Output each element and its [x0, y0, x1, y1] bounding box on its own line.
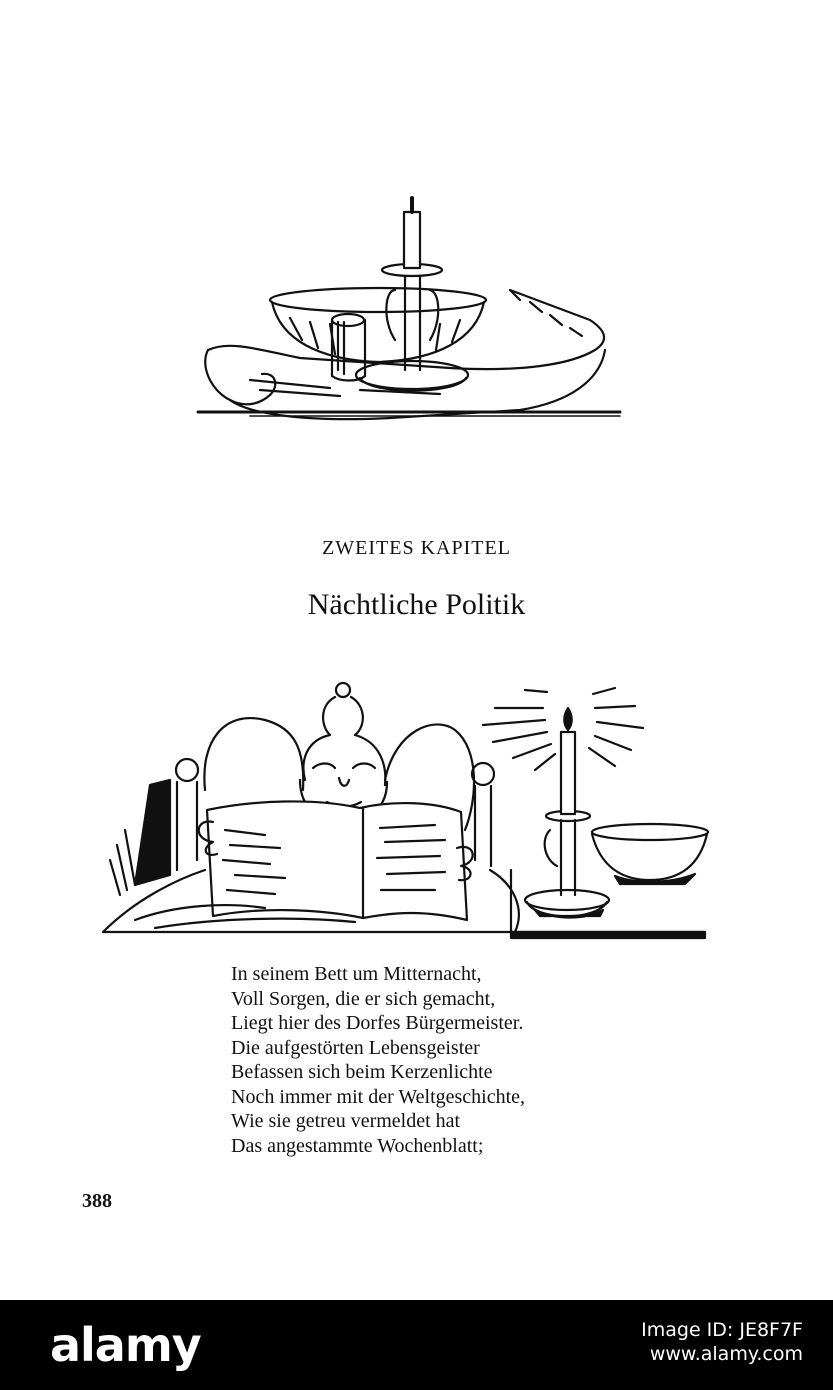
poem-stanza	[231, 962, 651, 1158]
page-number: 388	[82, 1190, 112, 1212]
watermark-logo: alamy	[50, 1318, 201, 1372]
chapter-title: Nächtliche Politik	[307, 588, 526, 621]
candle-basin-newspaper-illustration	[190, 190, 630, 430]
watermark-site: www.alamy.com	[649, 1343, 803, 1365]
poem-line: Die aufgestörten Lebensgeister	[231, 1036, 480, 1059]
poem-line: Noch immer mit der Weltgeschichte,	[231, 1085, 526, 1108]
poem-line: Liegt hier des Dorfes Bürgermeister.	[231, 1012, 524, 1034]
mayor-reading-in-bed-illustration	[95, 670, 715, 950]
poem-line: In seinem Bett um Mitternacht,	[231, 963, 482, 985]
watermark-info	[641, 1318, 803, 1366]
poem-line: Befassen sich beim Kerzenlichte	[231, 1061, 493, 1083]
poem-line: Das angestammte Wochenblatt;	[231, 1134, 484, 1157]
poem-line: Wie sie getreu vermeldet hat	[231, 1110, 461, 1132]
poem-line: Voll Sorgen, die er sich gemacht,	[231, 987, 496, 1010]
watermark-image-id: Image ID: JE8F7F	[641, 1319, 803, 1341]
watermark-bar	[0, 1300, 833, 1390]
chapter-label: ZWEITES KAPITEL	[322, 537, 511, 559]
